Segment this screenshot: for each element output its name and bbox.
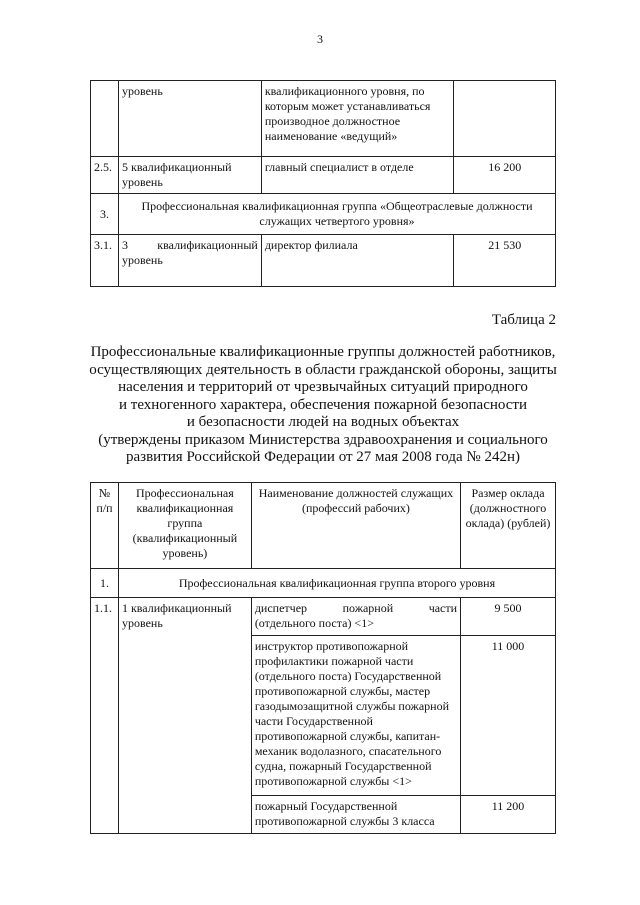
table-1-continuation (90, 80, 556, 287)
level-cell (118, 235, 261, 287)
position-cell: директор филиала (261, 235, 454, 287)
table-row (91, 235, 556, 287)
header-group: Профессиональная квалификационная группа (квалификационный уровень) (118, 483, 251, 569)
position-cell: инструктор противопожарной профилактики пожарной части (отдельного поста) Государственной противопожарной службы, мастер газодымозащитной службы пожарной части Государственной противопожарной службы, капитан-механик водолазного, спасательного судна, пожарный Государственной противопожарной службы <1> (251, 636, 460, 796)
row-number-cell: 1.1. (91, 598, 119, 834)
level-cell: уровень (118, 81, 261, 157)
level-cell: 1 квалификационный уровень (118, 598, 251, 834)
header-salary: Размер оклада (должностного оклада) (рублей) (461, 483, 556, 569)
salary-cell: 21 530 (454, 235, 556, 287)
level-suffix: уровень (121, 253, 163, 267)
heading-line: Профессиональные квалификационные группы должностей работников, (90, 344, 556, 360)
salary-cell: 9 500 (461, 598, 556, 636)
table-row (91, 81, 556, 157)
level-word: квалификационный (157, 238, 258, 252)
table-header-row (91, 483, 556, 569)
table-row (91, 194, 556, 235)
heading-line: (утверждены приказом Министерства здравоохранения и социального (98, 431, 548, 448)
position-line: (отдельного поста) <1> (254, 616, 374, 630)
salary-cell: 16 200 (454, 157, 556, 194)
header-positions: Наименование должностей служащих (профессий рабочих) (251, 483, 460, 569)
row-number-cell (91, 81, 119, 157)
position-cell: квалификационного уровня, по которым может устанавливаться производное должностное наименование «ведущий» (261, 81, 454, 157)
position-cell: пожарный Государственной противопожарной службы 3 класса (251, 796, 460, 834)
page-number: 3 (317, 32, 323, 46)
heading-line: и техногенного характера, обеспечения пожарной безопасности (118, 396, 527, 413)
heading-line: населения и территорий от чрезвычайных ситуаций природного (118, 379, 528, 395)
level-number: 3 (121, 238, 128, 252)
row-number-cell: 1. (91, 569, 119, 598)
position-cell (251, 598, 460, 636)
position-cell: главный специалист в отделе (261, 157, 454, 194)
level-cell: 5 квалификационный уровень (118, 157, 261, 194)
table-2 (90, 482, 556, 834)
header-num: № п/п (91, 483, 119, 569)
row-number-cell: 3.1. (91, 235, 119, 287)
table-caption: Таблица 2 (491, 312, 556, 328)
salary-cell (454, 81, 556, 157)
position-line: диспетчер пожарной части (254, 601, 458, 615)
group-title-cell: Профессиональная квалификационная группа второго уровня (118, 569, 555, 598)
heading-line: развития Российской Федерации от 27 мая 2008 года № 242н) (126, 449, 520, 465)
row-number-cell: 3. (91, 194, 119, 235)
group-title-cell: Профессиональная квалификационная группа «Общеотраслевые должности служащих четвертого уровня» (118, 194, 555, 235)
row-number-cell: 2.5. (91, 157, 119, 194)
heading-line: и безопасности людей на водных объектах (186, 414, 460, 430)
salary-cell: 11 200 (461, 796, 556, 834)
heading-line: осуществляющих деятельность в области гражданской обороны, защиты (89, 361, 557, 378)
table-2-heading (80, 344, 566, 467)
salary-cell: 11 000 (461, 636, 556, 796)
table-row (91, 598, 556, 636)
table-row (91, 157, 556, 194)
table-row (91, 569, 556, 598)
